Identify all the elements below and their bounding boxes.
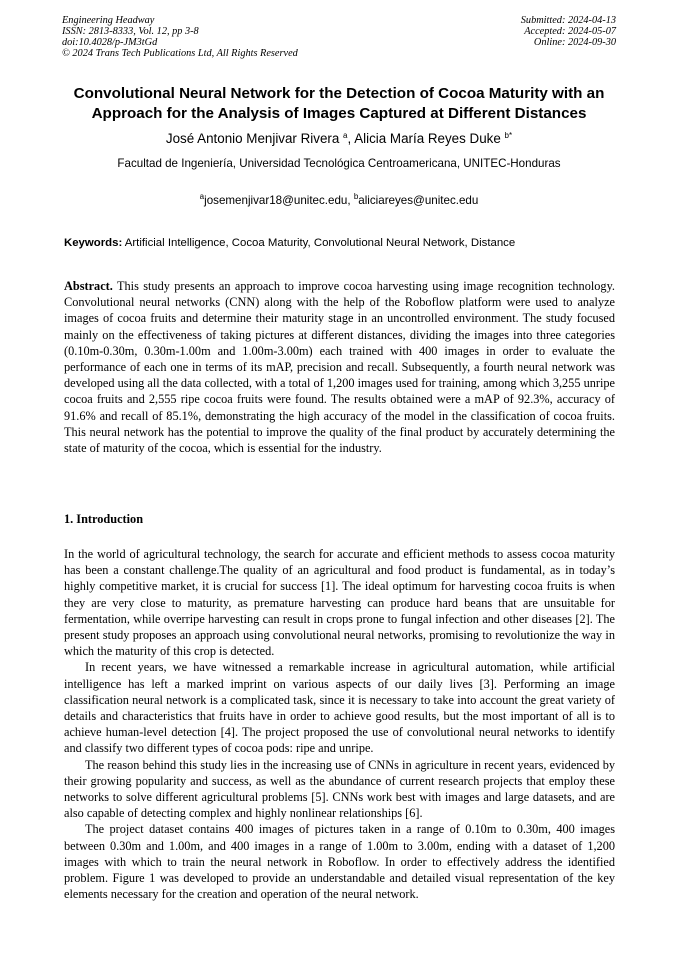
journal-info (62, 15, 298, 59)
paper-title: Convolutional Neural Network for the Detection of Cocoa Maturity with an Approach for the Analysis of Images Captured at Different Distances (73, 85, 605, 122)
email-separator: , (347, 194, 354, 207)
paragraph: In recent years, we have witnessed a remarkable increase in agricultural automation, while artificial intelligence has left a marked imprint on various aspects of our daily lives [3]. Performing an image classification neural network is a complicated task, since it is necessary to take into account the great variety of details and characteristics that fruits have in order to achieve good results, but the most important of all is to achieve human-level detection [4]. The project proposed the use of convolutional neural networks to identify and classify two different types of cocoa pods: ripe and unripe. (64, 660, 615, 756)
keywords-text: Artificial Intelligence, Cocoa Maturity, Convolutional Neural Network, Distance (124, 237, 516, 249)
publication-dates (521, 15, 616, 48)
author-list (40, 130, 638, 148)
author-name: Alicia María Reyes Duke (354, 131, 501, 146)
abstract-text: This study presents an approach to improve cocoa harvesting using image recognition technology. Convolutional neural networks (CNN) along with the help of the Roboflow platform were used to analyze images of cocoa fruits and determine their maturity stage in an uncontrolled environment. The study focused mainly on the effectiveness of taking pictures at different distances, dividing the images into three categories (0.10m-0.30m, 0.30m-1.00m and 1.00m-3.00m) each trained with 400 images in order to evaluate the performance of each one in terms of its mAP, precision and recall. Subsequently, a fourth neural network was developed using all the data collected, with a total of 1,200 images used for training, among which 3,255 unripe cocoa fruits and 2,555 ripe cocoa fruits were found. The results obtained were a mAP of 92.3%, accuracy of 91.6% and recall of 85.1%, demonstrating the high accuracy of the model in the classification of cocoa fruits. This neural network has the potential to improve the quality of the final product by accurately determining the state of maturity of the cocoa, which is essential for the industry. (64, 279, 615, 456)
paragraph: The project dataset contains 400 images of pictures taken in a range of 0.10m to 0.30m, 400 images between 0.30m and 1.00m, and 400 images in a range of 1.00m to 3.00m, ending with a dataset of 1,200 images with which to train the neural network in Roboflow. In order to effectively address the identified problem. Figure 1 was developed to provide an understandable and detailed visual representation of the key elements necessary for the creation and operation of the neural network. (64, 822, 615, 902)
submitted-date: Submitted: 2024-04-13 (520, 15, 616, 26)
email-link[interactable]: josemenjivar18@unitec.edu (204, 194, 348, 207)
abstract-label: Abstract. (64, 279, 113, 293)
journal-issn: ISSN: 2813-8333, Vol. 12, pp 3-8 (62, 26, 199, 37)
body-text (64, 546, 615, 902)
journal-name: Engineering Headway (62, 15, 155, 26)
keywords (64, 236, 620, 251)
abstract (64, 278, 615, 456)
author-separator: , (347, 131, 355, 146)
online-date: Online: 2024-09-30 (533, 37, 616, 48)
author-emails (40, 193, 638, 208)
journal-copyright: © 2024 Trans Tech Publications Ltd, All Rights Reserved (62, 48, 298, 59)
keywords-label: Keywords: (64, 237, 123, 249)
author-affiliation-mark: b* (504, 131, 513, 140)
email-link[interactable]: aliciareyes@unitec.edu (358, 194, 479, 207)
affiliation: Facultad de Ingeniería, Universidad Tecnológica Centroamericana, UNITEC-Honduras (117, 157, 561, 170)
journal-doi[interactable]: doi:10.4028/p-JM3tGd (62, 37, 158, 48)
email-mark: b (353, 192, 359, 201)
author-name: José Antonio Menjivar Rivera (165, 131, 340, 146)
paragraph: In the world of agricultural technology, the search for accurate and efficient methods to assess cocoa maturity has been a constant challenge.The quality of an agricultural and food product is fundamental, as in today’s highly competitive market, it is crucial for success [1]. The ideal optimum for harvesting cocoa fruits is when they are very close to maturity, as premature harvesting can produce hard beans that are unsuitable for fermentation, while overripe harvesting can result in crops prone to fungal infection and other diseases [2]. The present study proposes an approach using convolutional neural networks, promising to revolutionize the way in which the maturity of this crop is detected. (64, 547, 615, 659)
paragraph: The reason behind this study lies in the increasing use of CNNs in agriculture in recent years, evidenced by their growing popularity and success, as well as the abundance of current research projects that employ these networks to solve different agricultural problems [5]. CNNs work best with images and large datasets, and are also capable of detecting complex and highly nonlinear relationships [6]. (64, 757, 615, 821)
section-heading: 1. Introduction (64, 512, 144, 526)
author-affiliation-mark: a (343, 131, 348, 140)
accepted-date: Accepted: 2024-05-07 (524, 26, 616, 37)
email-mark: a (199, 192, 205, 201)
